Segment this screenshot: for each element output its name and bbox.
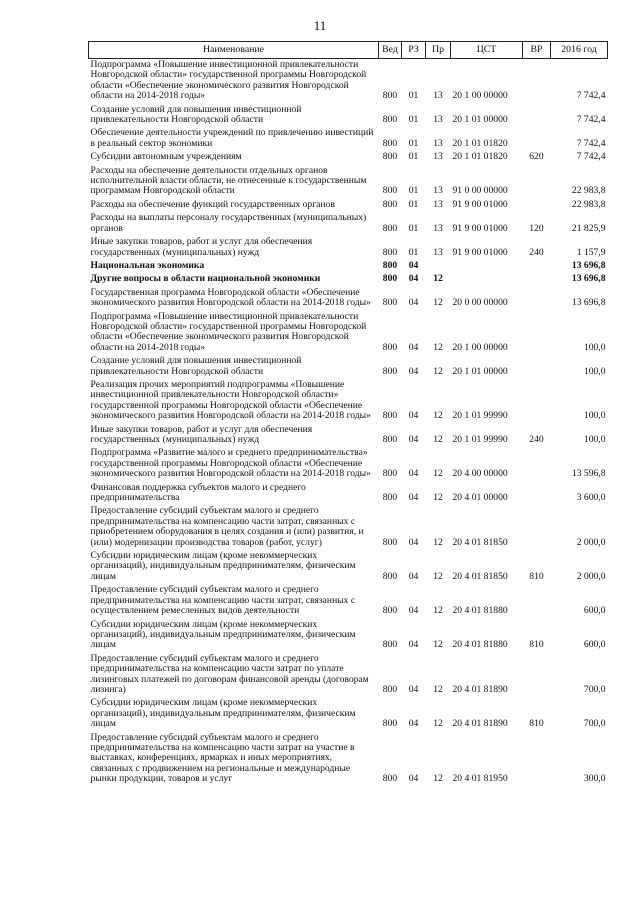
row-ved: 800 [382,246,398,258]
row-ved: 800 [382,570,398,582]
row-name: Предоставление субсидий субъектам малого и среднего предпринимательства на компенсацию части затрат, связанных с приобретением оборудования в целях создания и (или) развития, и (или) модернизации производства товаров (работ, услуг) [90,505,364,548]
table-row [89,236,608,260]
row-ved: 800 [382,222,398,234]
table-body [89,59,608,787]
row-cst: 20 0 00 00000 [452,297,508,309]
row-vr [523,273,551,286]
row-cst [451,260,523,273]
row-amount: 13 696,8 [571,259,606,271]
row-amount: 22 983,8 [571,185,606,197]
row-rz: 01 [408,90,419,102]
row-ved: 800 [382,185,398,197]
table-row [89,697,608,731]
row-amount: 600,0 [583,639,606,651]
row-cst: 20 1 01 00000 [452,365,508,377]
row-vr [523,379,551,424]
row-amount: 600,0 [583,605,606,617]
row-name: Расходы на обеспечение деятельности отдельных органов исполнительной власти области, не отнесенные к государственным программам Новгородской области [90,164,367,197]
row-ved: 800 [382,137,398,149]
row-amount: 21 825,9 [571,222,606,234]
row-pr: 12 [433,639,443,651]
row-pr: 12 [433,410,443,422]
row-vr [523,199,551,212]
row-vr: 240 [529,246,544,258]
table-row [89,732,608,787]
row-pr: 12 [433,468,443,480]
table-row [89,447,608,481]
row-cst: 20 1 01 00000 [452,114,508,126]
table-row [89,505,608,550]
table-row [89,355,608,379]
row-amount: 1 157,9 [576,246,606,258]
table-row [89,199,608,212]
row-vr: 810 [529,570,544,582]
table-row [89,424,608,448]
row-pr: 13 [433,137,443,149]
row-amount: 300,0 [583,773,606,785]
table-row [89,104,608,128]
row-amount: 100,0 [583,434,606,445]
row-vr [523,127,551,151]
row-vr [523,505,551,550]
row-rz: 04 [408,341,419,353]
row-rz: 01 [408,137,419,149]
row-vr: 810 [529,639,544,651]
row-ved: 800 [382,605,398,617]
row-rz: 04 [408,434,419,445]
row-amount: 22 983,8 [571,198,606,210]
row-pr: 13 [433,246,443,258]
row-pr: 12 [433,341,443,353]
row-ved: 800 [382,198,398,210]
row-name: Другие вопросы в области национальной экономики [90,273,321,285]
row-vr: 620 [529,151,544,163]
row-cst: 91 9 00 01000 [452,246,508,258]
row-ved: 800 [382,259,398,271]
table-row [89,550,608,584]
row-rz: 04 [408,492,419,504]
table-row [89,260,608,273]
row-name: Реализация прочих мероприятий подпрограммы «Повышение инвестиционной привлекательности Новгородской области» государственной программы Новгородской области «Обеспечение экономического развития Новгородской области на 2014-2018 годы» [90,378,371,422]
header-name: Наименование [89,42,379,59]
header-pr: Пр [426,42,451,59]
row-vr: 810 [529,718,544,730]
row-name: Подпрограмма «Развитие малого и среднего предпринимательства» государственной программы Новгородской области «Обеспечение экономического развития Новгородской области на 2014-2018 годы» [90,447,371,480]
row-cst: 20 4 01 81880 [452,639,508,651]
row-cst: 20 1 00 00000 [452,90,508,102]
header-year: 2016 год [551,42,608,59]
row-name: Финансовая поддержка субъектов малого и среднего предпринимательства [90,481,306,504]
row-rz: 04 [408,718,419,730]
row-ved: 800 [382,468,398,480]
row-cst: 20 4 01 81850 [452,536,508,548]
table-row [89,653,608,698]
row-rz: 04 [408,273,419,285]
row-amount: 13 696,8 [571,297,606,309]
row-ved: 800 [382,90,398,102]
row-pr: 13 [433,222,443,234]
row-vr [523,584,551,618]
row-name: Предоставление субсидий субъектам малого и среднего предпринимательства на компенсацию части затрат по уплате лизинговых платежей по договорам финансовой аренды (договорам лизинга) [90,652,369,695]
row-ved: 800 [382,365,398,377]
row-rz: 04 [408,536,419,548]
row-cst: 91 0 00 00000 [452,185,508,197]
row-pr: 13 [433,185,443,197]
row-name: Субсидии автономным учреждениям [90,151,242,163]
row-cst: 20 4 00 00000 [452,468,508,480]
row-pr: 13 [433,90,443,102]
row-pr: 12 [433,297,443,309]
row-pr: 12 [433,570,443,582]
row-cst: 20 1 01 01820 [452,151,508,163]
row-rz: 04 [408,773,419,785]
row-amount: 7 742,4 [576,114,606,126]
table-row [89,212,608,236]
row-ved: 800 [382,341,398,353]
row-ved: 800 [382,492,398,504]
row-amount: 700,0 [583,718,606,730]
row-cst: 20 1 01 99990 [452,410,508,422]
header-cst: ЦСТ [451,42,523,59]
row-pr: 12 [433,683,443,695]
row-name: Подпрограмма «Повышение инвестиционной привлекательности Новгородской области» государственной программы Новгородской области «Обеспечение экономического развития Новгородской области на 2014-2018 годы» [90,59,367,102]
row-ved: 800 [382,683,398,695]
row-amount: 7 742,4 [576,90,606,102]
row-cst: 20 1 01 01820 [452,137,508,149]
row-vr [523,355,551,379]
row-vr [523,104,551,128]
row-cst: 91 9 00 01000 [452,222,508,234]
row-rz: 04 [408,683,419,695]
row-pr [426,260,451,273]
row-name: Создание условий для повышения инвестиционной привлекательности Новгородской области [90,355,302,377]
row-cst: 20 4 01 81890 [452,718,508,730]
row-vr [523,287,551,311]
row-rz: 04 [408,259,419,271]
row-amount: 100,0 [583,410,606,422]
row-name: Предоставление субсидий субъектам малого и среднего предпринимательства на компенсацию части затрат на участие в выставках, конференциях, ярмарках и иных мероприятиях, связанных с продвижением на региональные и международные рынки продукции, товаров и услуг [90,731,355,785]
row-name: Государственная программа Новгородской области «Обеспечение экономического развития Новгородской области на 2014-2018 годы» [90,286,371,309]
row-name: Иные закупки товаров, работ и услуг для обеспечения государственных (муниципальных) нужд [90,423,313,445]
row-cst: 20 4 01 81950 [452,773,508,785]
row-vr: 120 [529,222,544,234]
row-amount: 13 596,8 [571,468,606,480]
row-pr: 12 [433,365,443,377]
row-amount: 2 000,0 [576,536,606,548]
row-ved: 800 [382,773,398,785]
row-pr: 13 [433,114,443,126]
row-name: Субсидии юридическим лицам (кроме некоммерческих организаций), индивидуальным предпринимателям, физическим лицам [90,618,356,651]
header-ved: Вед [379,42,402,59]
row-pr: 13 [433,198,443,210]
row-cst: 20 1 00 00000 [452,341,508,353]
row-rz: 04 [408,570,419,582]
row-amount: 700,0 [583,683,606,695]
row-vr [523,447,551,481]
row-vr [523,165,551,199]
row-pr: 12 [433,773,443,785]
row-amount: 2 000,0 [576,570,606,582]
row-pr: 12 [433,492,443,504]
table-row [89,151,608,164]
table-row [89,127,608,151]
row-cst: 20 1 01 99990 [452,434,508,445]
row-vr: 240 [529,434,544,445]
row-rz: 01 [408,114,419,126]
row-name: Создание условий для повышения инвестиционной привлекательности Новгородской области [90,103,302,126]
row-rz: 04 [408,605,419,617]
table-header [89,42,608,59]
row-rz: 04 [408,365,419,377]
table-row [89,619,608,653]
row-ved: 800 [382,434,398,445]
row-cst: 20 4 01 81880 [452,605,508,617]
row-name: Расходы на обеспечение функций государственных органов [90,198,335,210]
row-ved: 800 [382,718,398,730]
row-vr [523,311,551,356]
row-amount: 13 696,8 [571,273,606,285]
row-ved: 800 [382,114,398,126]
row-name: Обеспечение деятельности учреждений по привлечению инвестиций в реальный сектор экономики [90,127,374,149]
row-name: Подпрограмма «Повышение инвестиционной привлекательности Новгородской области» государственной программы Новгородской области «Обеспечение экономического развития Новгородской области на 2014-2018 годы» [90,310,367,353]
row-pr: 12 [433,718,443,730]
row-rz: 01 [408,246,419,258]
row-pr: 12 [433,273,443,285]
row-vr [523,482,551,506]
row-name: Субсидии юридическим лицам (кроме некоммерческих организаций), индивидуальным предпринимателям, физическим лицам [90,550,356,582]
row-cst [451,273,523,286]
table-row [89,165,608,199]
header-rz: РЗ [402,42,426,59]
row-vr [523,59,551,104]
row-rz: 01 [408,198,419,210]
row-amount: 3 600,0 [576,492,606,504]
row-pr: 12 [433,605,443,617]
row-name: Национальная экономика [90,259,205,271]
row-vr [523,653,551,698]
row-ved: 800 [382,639,398,651]
table-row [89,59,608,104]
row-rz: 04 [408,410,419,422]
row-ved: 800 [382,410,398,422]
table-row [89,287,608,311]
row-ved: 800 [382,297,398,309]
row-rz: 04 [408,639,419,651]
row-ved: 800 [382,536,398,548]
row-cst: 20 4 01 81850 [452,570,508,582]
row-rz: 01 [408,222,419,234]
row-name: Субсидии юридическим лицам (кроме некоммерческих организаций), индивидуальным предпринимателям, физическим лицам [90,697,356,730]
header-vr: ВР [523,42,551,59]
row-ved: 800 [382,151,398,163]
budget-table [88,41,608,787]
row-amount: 100,0 [583,341,606,353]
row-cst: 20 4 01 00000 [452,492,508,504]
row-name: Расходы на выплаты персоналу государственных (муниципальных) органов [90,212,367,234]
row-cst: 91 9 00 01000 [452,198,508,210]
row-cst: 20 4 01 81890 [452,683,508,695]
row-name: Иные закупки товаров, работ и услуг для обеспечения государственных (муниципальных) нужд [90,236,313,258]
table-row [89,273,608,286]
row-ved: 800 [382,273,398,285]
row-pr: 12 [433,434,443,445]
row-vr [523,260,551,273]
row-rz: 04 [408,297,419,309]
table-row [89,584,608,618]
row-amount: 7 742,4 [576,151,606,163]
page-number: 11 [313,18,327,33]
row-vr [523,732,551,787]
row-rz: 01 [408,151,419,163]
row-pr: 13 [433,151,443,163]
table-row [89,482,608,506]
row-amount: 100,0 [583,365,606,377]
row-pr: 12 [433,536,443,548]
table-row [89,379,608,424]
table-row [89,311,608,356]
row-amount: 7 742,4 [576,137,606,149]
row-rz: 04 [408,468,419,480]
row-name: Предоставление субсидий субъектам малого и среднего предпринимательства на компенсацию части затрат, связанных с осуществлением ремесленных видов деятельности [90,584,356,617]
row-rz: 01 [408,185,419,197]
